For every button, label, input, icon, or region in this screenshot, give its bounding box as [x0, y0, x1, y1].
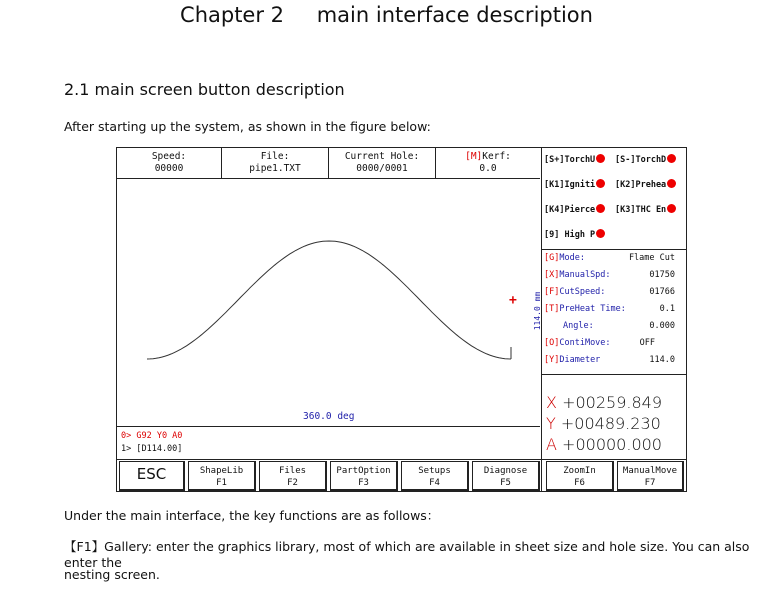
param-mode[interactable]: [G]Mode: Flame Cut [544, 253, 675, 263]
angle-label: 360.0 deg [303, 411, 355, 422]
file-cell [222, 148, 328, 178]
hole-value: 0000/0001 [356, 163, 408, 174]
gcode-line-1: 1> [D114.00] [121, 444, 183, 454]
toggle-torch-up[interactable]: [S+]TorchU [544, 154, 605, 165]
toggle-ignition[interactable]: [K1]Igniti [544, 179, 605, 190]
kerf-key: [M] [465, 151, 483, 162]
gcode-line-0: 0> G92 Y0 A0 [121, 431, 183, 441]
chapter-heading [0, 3, 773, 27]
parameter-list [542, 249, 687, 375]
coordinate-readout [546, 392, 662, 455]
toggle-high-pressure[interactable]: [9] High P [544, 229, 605, 240]
chapter-number: Chapter 2 [180, 3, 285, 27]
status-header [117, 148, 540, 179]
toggle-preheat[interactable]: [K2]Prehea [615, 179, 676, 190]
gcode-panel [117, 426, 540, 459]
param-angle: Angle: 0.000 [563, 321, 675, 331]
toolpath-curve [147, 241, 511, 359]
param-diameter[interactable]: [Y]Diameter 114.0 [544, 355, 675, 365]
param-preheat-time[interactable]: [T]PreHeat Time: 0.1 [544, 304, 675, 314]
paragraph-keys-intro: Under the main interface, the key functions are as follows： [64, 508, 440, 523]
file-value: pipe1.TXT [249, 163, 301, 174]
shapelib-button[interactable]: ShapeLib F1 [188, 461, 256, 491]
paragraph-f1: 【F1】Gallery: enter the graphics library, most of which are available in sheet size and hole size. You can also enter the [64, 539, 750, 570]
hole-cell [329, 148, 435, 178]
chapter-title: main interface description [316, 3, 593, 27]
file-label: File: [260, 151, 290, 162]
status-dot-icon [667, 204, 676, 213]
status-dot-icon [667, 154, 676, 163]
status-dot-icon [596, 229, 605, 238]
speed-value: 00000 [154, 163, 184, 174]
toggle-thc[interactable]: [K3]THC En [615, 204, 676, 215]
status-dot-icon [596, 204, 605, 213]
section-title: 2.1 main screen button description [64, 80, 345, 99]
status-dot-icon [667, 179, 676, 188]
controller-screen [116, 147, 687, 492]
kerf-value: 0.0 [479, 163, 497, 174]
diagnose-button[interactable]: Diagnose F5 [472, 461, 540, 491]
speed-cell [117, 148, 221, 178]
partoption-button[interactable]: PartOption F3 [330, 461, 398, 491]
param-cut-speed[interactable]: [F]CutSpeed: 01766 [544, 287, 675, 297]
param-manual-speed[interactable]: [X]ManualSpd: 01750 [544, 270, 675, 280]
toggle-pierce[interactable]: [K4]Pierce [544, 204, 605, 215]
function-key-bar [117, 459, 686, 492]
toolpath-svg [117, 179, 540, 424]
coord-a: A +00000.000 [546, 435, 662, 454]
kerf-label: Kerf: [482, 151, 511, 162]
paragraph-f1-cont: nesting screen. [64, 567, 160, 582]
position-marker: + [509, 293, 517, 308]
coord-y: Y +00489.230 [546, 414, 661, 433]
setups-button[interactable]: Setups F4 [401, 461, 469, 491]
graphics-view [117, 179, 540, 424]
manualmove-button[interactable]: ManualMove F7 [617, 461, 684, 491]
speed-label: Speed: [151, 151, 187, 162]
right-panel [541, 148, 687, 491]
esc-button[interactable]: ESC [119, 461, 185, 491]
status-dot-icon [596, 179, 605, 188]
param-conti-move[interactable]: [O]ContiMove: OFF [544, 338, 655, 348]
hole-label: Current Hole: [344, 151, 420, 162]
files-button[interactable]: Files F2 [259, 461, 327, 491]
dimension-label: 114.0 mm [533, 291, 542, 331]
status-dot-icon [596, 154, 605, 163]
coord-x: X +00259.849 [546, 393, 662, 412]
intro-text: After starting up the system, as shown in the figure below: [64, 119, 431, 134]
toggle-torch-down[interactable]: [S-]TorchD [615, 154, 676, 165]
zoomin-button[interactable]: ZoomIn F6 [546, 461, 614, 491]
kerf-cell[interactable] [436, 148, 540, 178]
